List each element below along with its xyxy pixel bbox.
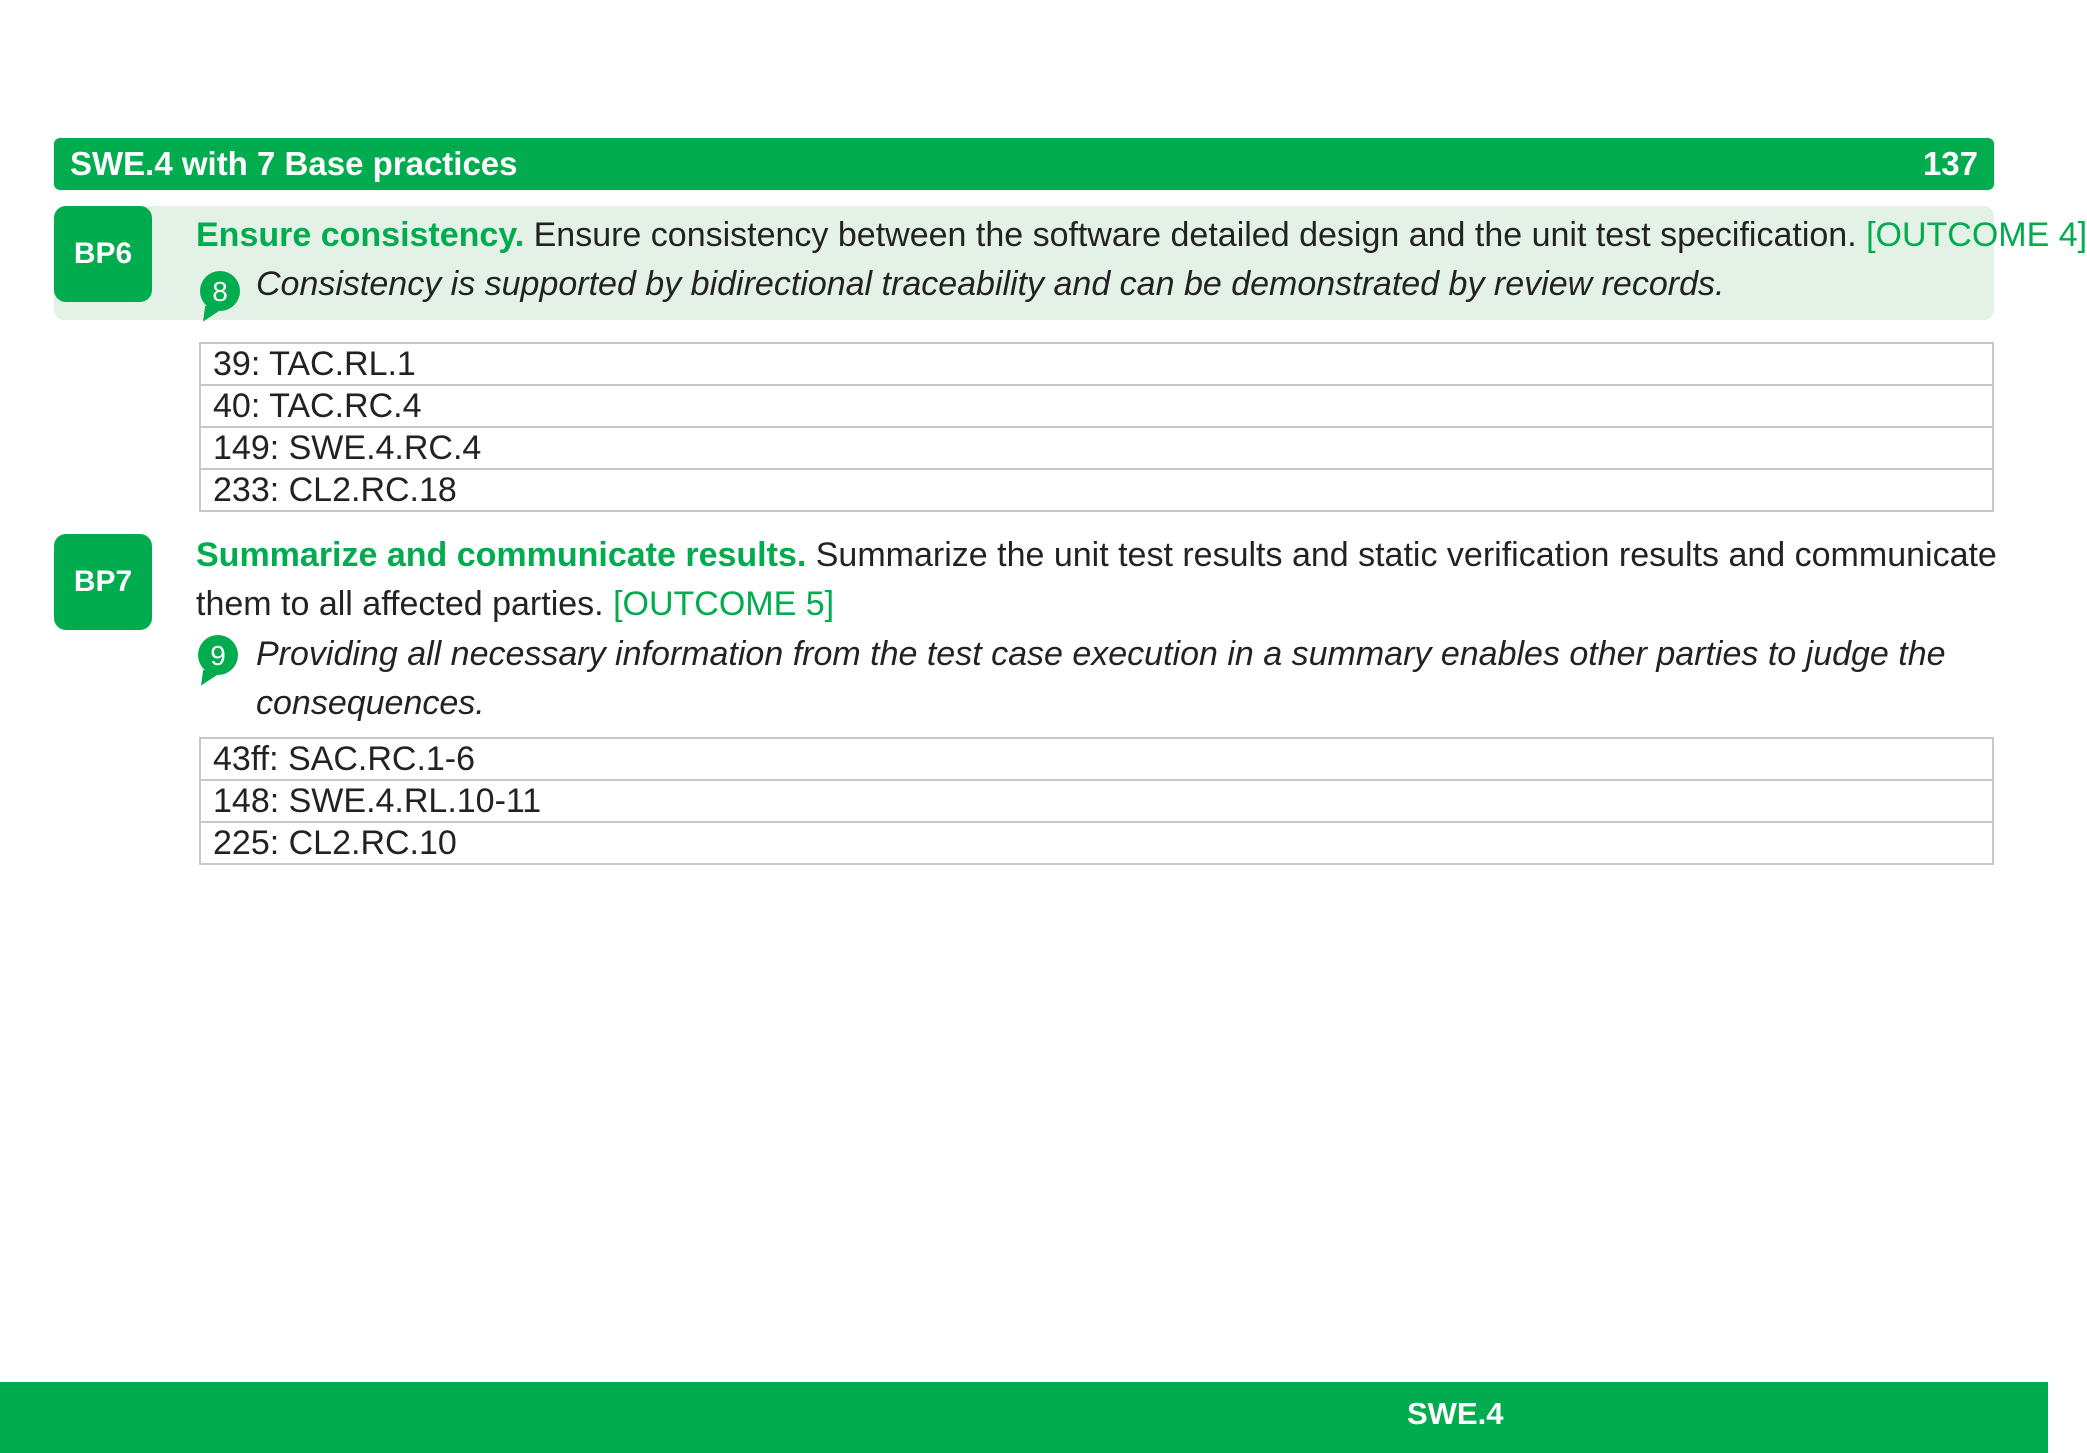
reference-cell: 149: SWE.4.RC.4	[200, 427, 1993, 469]
note-bubble-icon	[200, 271, 240, 311]
reference-cell: 225: CL2.RC.10	[200, 822, 1993, 864]
bp7-text-line1: Summarize the unit test results and static verification results and communicate	[806, 536, 1997, 574]
reference-cell: 40: TAC.RC.4	[200, 385, 1993, 427]
page-number: 137	[1922, 145, 1978, 182]
footer-bar	[0, 1382, 2048, 1453]
section-header-bar	[54, 138, 1994, 190]
reference-cell: 233: CL2.RC.18	[200, 469, 1993, 511]
bp7-description-line2	[196, 580, 834, 629]
bp6-text: Ensure consistency between the software detailed design and the unit test specification.	[524, 216, 1867, 254]
bp6-outcome-link[interactable]: [OUTCOME 4]	[1866, 216, 2087, 254]
bp7-text-line2: them to all affected parties.	[196, 585, 614, 623]
bp7-reference-table	[199, 737, 1994, 865]
bp6-note-number: 8	[212, 275, 228, 307]
bp6-note-text: Consistency is supported by bidirectional traceability and can be demonstrated by review records.	[256, 265, 1725, 303]
section-title: SWE.4 with 7 Base practices	[70, 145, 518, 182]
bp7-note-number: 9	[210, 639, 226, 671]
reference-cell: 43ff: SAC.RC.1-6	[200, 738, 1993, 780]
bp6-reference-table	[199, 342, 1994, 512]
table-row	[200, 822, 1993, 864]
reference-cell: 39: TAC.RL.1	[200, 343, 1993, 385]
bp7-badge	[54, 534, 152, 630]
table-row	[200, 385, 1993, 427]
footer-section-label: SWE.4	[1407, 1396, 1504, 1431]
bp6-badge	[54, 206, 152, 302]
table-row	[200, 427, 1993, 469]
note-bubble-icon	[198, 635, 238, 675]
table-row	[200, 469, 1993, 511]
reference-cell: 148: SWE.4.RL.10-11	[200, 780, 1993, 822]
bp7-badge-label: BP7	[73, 565, 133, 598]
table-row	[200, 780, 1993, 822]
bp7-outcome-link[interactable]: [OUTCOME 5]	[613, 585, 835, 623]
bp6-badge-label: BP6	[73, 237, 133, 270]
bp7-note-text-line2: consequences.	[256, 684, 485, 722]
bp6-title: Ensure consistency.	[196, 216, 525, 254]
bp7-title: Summarize and communicate results.	[196, 536, 807, 574]
bp6-description	[196, 211, 2087, 260]
table-row	[200, 738, 1993, 780]
bp7-description-line1	[196, 531, 1997, 580]
table-row	[200, 343, 1993, 385]
bp7-note-text-line1: Providing all necessary information from the test case execution in a summary enables other parties to judge the	[256, 635, 1946, 673]
